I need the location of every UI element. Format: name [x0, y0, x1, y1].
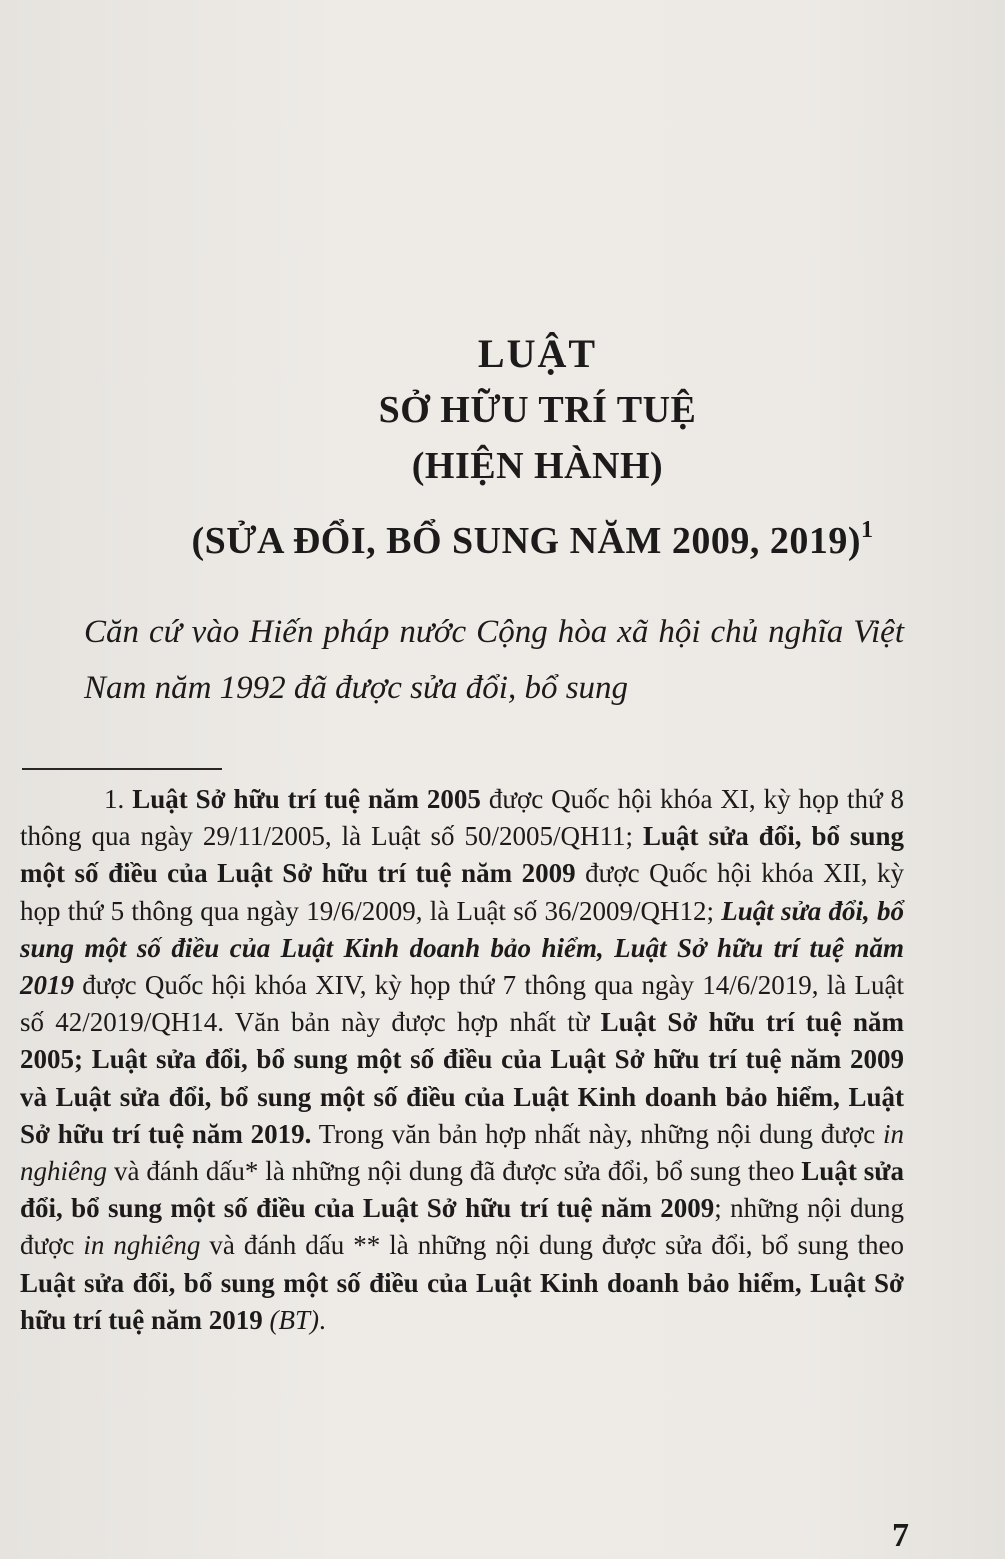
footnote-text: 1.: [104, 784, 133, 814]
footnote-italic-term: in nghiêng: [83, 1230, 201, 1261]
law-title-block: [0, 326, 1005, 569]
footnote-editor-note: (BT): [262, 1304, 319, 1335]
footnote-text: được Quốc hội khóa XIV, kỳ họp thứ 7 thông qua ngày 14/6/2019, là Luật số 42/2019/QH14. Văn bản này được hợp nhất từ: [20, 970, 904, 1038]
footnote-text: được Quốc hội khóa XI, kỳ họp thứ 8 thông qua ngày 29/11/2005, là Luật số 50/2005/QH11;: [20, 784, 904, 852]
title-law-name: SỞ HỮU TRÍ TUỆ: [378, 389, 697, 431]
footnote-text: được Quốc hội khóa XII, kỳ họp thứ 5 thông qua ngày 19/6/2009, là Luật số 36/2009/QH12;: [20, 858, 904, 926]
footnote-law-ref: Luật Sở hữu trí tuệ năm 2005: [132, 784, 481, 814]
title-amendment-text: (SỬA ĐỔI, BỔ SUNG NĂM 2009, 2019): [191, 520, 862, 562]
footnote-text: và đánh dấu* là những nội dung đã được sửa đổi, bổ sung theo: [107, 1156, 802, 1187]
footnote-paragraph: [20, 781, 904, 1339]
title-law-heading: LUẬT: [477, 331, 598, 376]
footnote-text: ; những nội dung được: [20, 1193, 904, 1261]
footnote-law-ref: Luật sửa đổi, bổ sung một số điều của Luật Kinh doanh bảo hiểm, Luật Sở hữu trí tuệ năm 2019: [20, 1267, 904, 1335]
footnote-law-ref: Luật Sở hữu trí tuệ năm 2005; Luật sửa đổi, bổ sung một số điều của Luật Sở hữu trí tuệ năm 2009 và Luật sửa đổi, bổ sung một số điều của Luật Kinh doanh bảo hiểm, Luật Sở hữu trí tuệ năm 2019.: [20, 1007, 904, 1149]
footnote-text: .: [318, 1304, 326, 1335]
footnote-divider: [22, 768, 222, 770]
page-number: 7: [892, 1517, 909, 1554]
footnote-text: Trong văn bản hợp nhất này, những nội dung được: [311, 1118, 883, 1149]
footnote-law-ref: Luật sửa đổi, bổ sung một số điều của Luật Sở hữu trí tuệ năm 2009: [20, 1156, 904, 1224]
title-amendment-years: [0, 502, 1005, 569]
footnote-law-ref-italic: Luật sửa đổi, bổ sung một số điều của Luật Kinh doanh bảo hiểm, Luật Sở hữu trí tuệ năm 2019: [20, 895, 904, 1001]
footnote-italic-term: in nghiêng: [20, 1118, 904, 1187]
title-current-status: (HIỆN HÀNH): [411, 445, 664, 487]
footnote-marker: 1: [861, 517, 874, 543]
footnote-law-ref: Luật sửa đổi, bổ sung một số điều của Luật Sở hữu trí tuệ năm 2009: [20, 821, 904, 889]
footnote-text: và đánh dấu ** là những nội dung được sửa đổi, bổ sung theo: [200, 1230, 904, 1261]
preamble-text: Căn cứ vào Hiến pháp nước Cộng hòa xã hội chủ nghĩa Việt Nam năm 1992 đã được sửa đổi, bổ sung: [84, 614, 904, 706]
